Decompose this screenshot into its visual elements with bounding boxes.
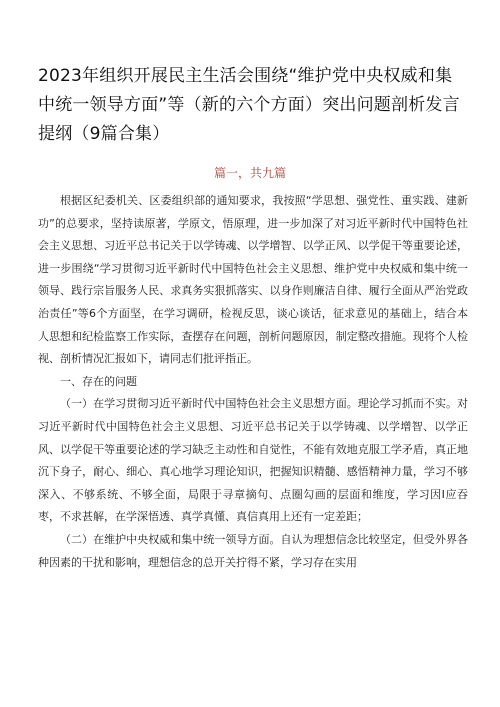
- section-heading: 一、存在的问题: [60, 374, 137, 388]
- document-title: 2023年组织开展民主生活会围绕“维护党中央权威和集中统一领导方面”等（新的六个方面）突出问题剖析发言提纲（9篇合集）: [38, 66, 460, 144]
- intro-paragraph: 根据区纪委机关、区委组织部的通知要求，我按照“学思想、强党性、重实践、建新功”的总要求，坚持读原著，学原文，悟原理，进一步加深了对习近平新时代中国特色社会主义思想、习近平总书记关于以学铸魂、以学增智、以学正风、以学促干等重要论述，进一步围绕“学习贯彻习近平新时代中国特色社会主义思想、维护党中央权威和集中统一领导、践行宗旨服务人民、求真务实狠抓落实、以身作则廉洁自律、履行全面从严治党政治责任”等6个方面坚，在学习调研，检视反思，谈心谈话，征求意见的基础上，结合本人思想和纪检监察工作实际，查摆存在问题，剖析问题原因，制定整改措施。现将个人检视、剖析情况汇报如下，请同志们批评指正。: [38, 194, 468, 366]
- section-label: 篇一，共九篇: [213, 166, 286, 180]
- document-body: [38, 190, 468, 574]
- item-paragraph-1: （一）在学习贯彻习近平新时代中国特色社会主义思想方面。理论学习抓而不实。对习近平新时代中国特色社会主义思想、习近平总书记关于以学铸魂、以学增智、以学正风、以学促干等重要论述的学习缺乏主动性和自觉性，不能有效地克服工学矛盾，真正地沉下身子，耐心、细心、真心地学习理论知识，把握知识精髓、感悟精神力量，学习不够深入、不够系统、不够全面，局限于寻章摘句、点圈勾画的层面和维度，学习因I应吞枣，不求甚解，在学深悟透、真学真懂、真信真用上还有一定差距；: [38, 397, 468, 524]
- item-paragraph-2: （二）在维护中央权威和集中统一领导方面。自认为理想信念比较坚定，但受外界各种因素的干扰和影响，理想信念的总开关拧得不紧，学习存在实用: [38, 532, 468, 569]
